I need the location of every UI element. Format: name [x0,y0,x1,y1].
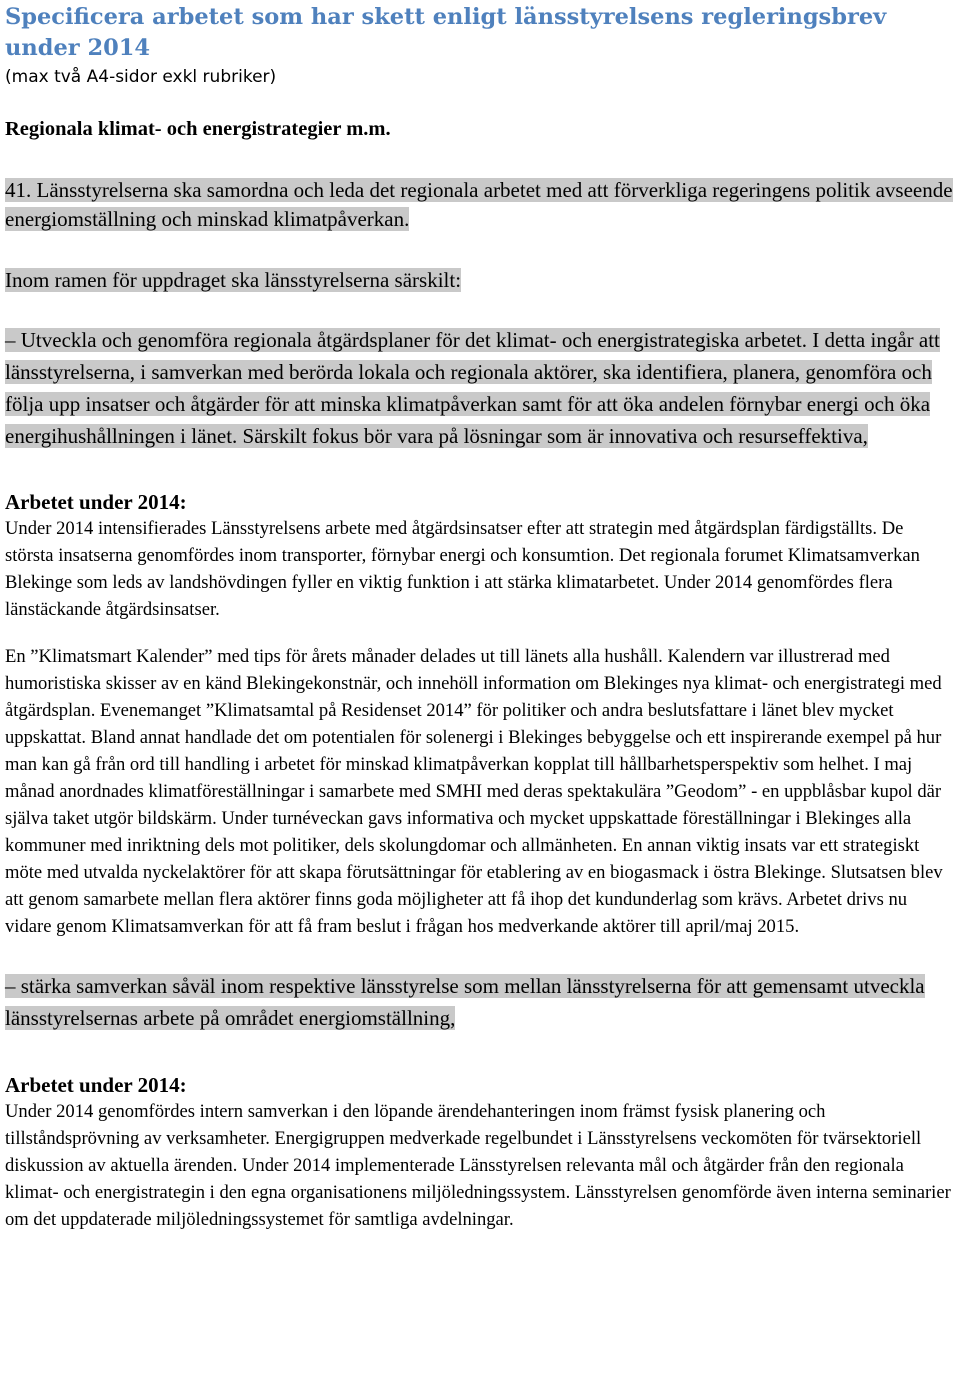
work-1-paragraph-1: Under 2014 intensifierades Länsstyrelsens arbete med åtgärdsinsatser efter att strategin med åtgärdsplan färdigställts. De största insatserna genomfördes inom transporter, förnybar energi och konsumtion. Det regionala forumet Klimatsamverkan Blekinge som leds av landshövdingen fyller en viktig funktion i att stärka klimatarbetet. Under 2014 genomfördes flera länstäckande åtgärdsinsatser. [5,518,920,620]
task-2-highlight: – stärka samverkan såväl inom respektive länsstyrelse som mellan länsstyrelserna för att gemensamt utveckla länsstyrelsernas arbete på området energiomställning, [5,974,925,1030]
task-1-text [5,324,955,452]
task-1 [5,324,955,452]
mandate-highlight: 41. Länsstyrelserna ska samordna och leda det regionala arbetet med att förverkliga regeringens politik avseende energiomställning och minskad klimatpåverkan. [5,178,953,231]
mandate-block [5,176,955,234]
document-page [5,0,955,1233]
task-intro-highlight: Inom ramen för uppdraget ska länsstyrelserna särskilt: [5,268,462,292]
task-2 [5,970,955,1034]
work-1-heading: Arbetet under 2014: [5,490,187,514]
work-2-paragraph-1: Under 2014 genomfördes intern samverkan i den löpande ärendehanteringen inom främst fysisk planering och tillståndsprövning av verksamheter. Energigruppen medverkade regelbundet i Länsstyrelsens veckomöten för tvärsektoriell diskussion av aktuella ärenden. Under 2014 implementerade Länsstyrelsen relevanta mål och åtgärder från den regionala klimat- och energistrategin i den egna organisationens miljöledningssystem. Länsstyrelsen genomförde även interna seminarier om det uppdaterade miljöledningssystemet för samtliga avdelningar. [5,1101,951,1230]
work-2-heading: Arbetet under 2014: [5,1073,187,1097]
section-heading: Regionala klimat- och energistrategier m.m. [5,118,391,140]
document-title: Specificera arbetet som har skett enligt länsstyrelsens regleringsbrev under 2014 [5,4,887,61]
task-1-highlight: – Utveckla och genomföra regionala åtgärdsplaner för det klimat- och energistrategiska arbetet. I detta ingår att länsstyrelserna, i samverkan med berörda lokala och regionala aktörer, ska identifiera, planera, genomföra och följa upp insatser och åtgärder för att minska klimatpåverkan samt för att öka andelen förnybar energi och öka energihushållningen i länet. Särskilt fokus bör vara på lösningar som är innovativa och resurseffektiva, [5,328,940,448]
task-intro [5,266,955,295]
work-1-paragraph-2: En ”Klimatsmart Kalender” med tips för årets månader delades ut till länets alla hushåll. Kalendern var illustrerad med humoristiska skisser av en känd Blekingekonstnär, och innehöll information om Blekinges nya klimat- och energistrategi med åtgärdsplan. Evenemanget ”Klimatsamtal på Residenset 2014” för politiker och andra beslutsfattare i länet blev mycket uppskattat. Bland annat handlade det om potentialen för solenergi i Blekinges bebyggelse och ett inspirerande exempel på hur man kan gå från ord till handling i arbetet för minskad klimatpåverkan kopplat till hållbarhetsperspektiv som helhet. I maj månad anordnades klimatföreställningar i samarbete med SMHI med deras spektakulära ”Geodom” - en uppblåsbar kupol där själva taket utgör bildskärm. Under turnéveckan gavs informativa och mycket uppskattade föreställningar i Blekinges alla kommuner med inriktning dels mot politiker, dels skolungdomar och allmänheten. En annan viktig insats var ett strategiskt möte med utvalda nyckelaktörer för att skapa förutsättningar för etablering av en biogasmack i östra Blekinge. Slutsatsen blev att genom samarbete mellan flera aktörer finns goda möjligheter att få ihop det kundunderlag som krävs. Arbetet drivs nu vidare genom Klimatsamverkan för att få fram beslut i frågan hos medverkande aktörer till april/maj 2015. [5,646,943,937]
document-subtitle: (max två A4-sidor exkl rubriker) [5,67,277,87]
work-1 [5,489,955,940]
task-intro-block [5,266,955,295]
task-2-text [5,970,955,1034]
work-2 [5,1072,955,1233]
mandate-text [5,176,955,234]
